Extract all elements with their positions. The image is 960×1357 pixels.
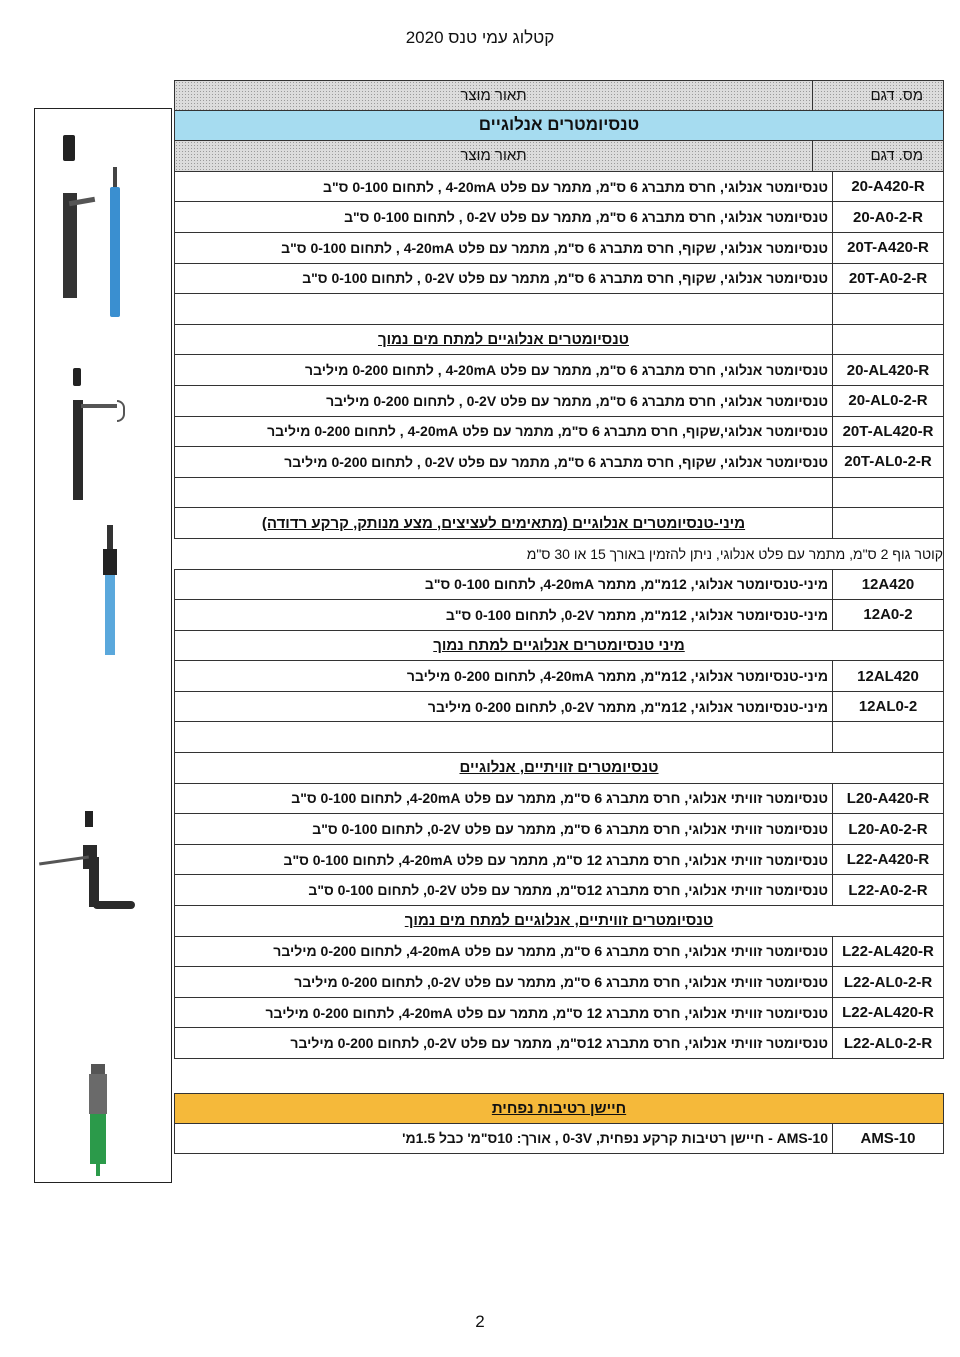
section-title: טנסיומטרים אנלוגיים	[478, 115, 640, 135]
model-code: AMS-10	[832, 1124, 943, 1154]
product-description: AMS-10 - חיישן רטיבות קרקע נפחית, 0-3V , אורך: 10ס"מ' כבל 1.5מ'	[402, 1130, 828, 1147]
table-row	[174, 172, 944, 203]
product-description: טנסיומטר זוויתי אנלוגי, חרס מתברג 12ס"מ, מתמר עם פלט 0-2V, לתחום 0-100 ס"ב	[308, 882, 828, 899]
model-code: 20-A0-2-R	[832, 202, 943, 232]
table-row	[174, 875, 944, 906]
description-header: תאור מוצר	[460, 147, 527, 165]
model-code: L22-A420-R	[832, 845, 943, 875]
empty-cell	[832, 722, 943, 752]
product-description: טנסיומטר אנלוגי, שקוף, חרס מתברג 6 ס"מ, מתמר עם פלט 4-20mA , לתחום 0-100 ס"ב	[281, 239, 828, 256]
empty-cell	[832, 325, 943, 355]
section-analog-low	[174, 325, 944, 356]
model-code: 12A420	[832, 570, 943, 600]
section-title: מיני-טנסיומטרים אנלוגיים (מתאימים לעציצים, מצע מנותק, קרקע רדודה)	[261, 514, 746, 532]
product-description: טנסיומטר זוויתי אנלוגי, חרס מתברג 6 ס"מ, מתמר עם פלט 0-2V, לתחום 0-100 ס"ב	[312, 821, 828, 838]
model-code: 20T-AL0-2-R	[832, 447, 943, 477]
product-description: מיני-טנסיומטר אנלוגי, 12מ"מ, מתמר 0-2V, לתחום 0-100 ס"ב	[445, 606, 828, 623]
product-description: טנסיומטר אנלוגי, שקוף, חרס מתברג 6 ס"מ, מתמר עם פלט 0-2V , לתחום 0-200 מיליבר	[284, 453, 828, 470]
table-row	[174, 264, 944, 295]
product-photo-column	[34, 108, 172, 1183]
section-title: מיני טנסיומטרים אנלוגיים למתח נמוך	[433, 636, 685, 654]
moisture-sensor-photo	[85, 1064, 115, 1179]
empty-row	[174, 478, 944, 509]
section-angled-low	[174, 906, 944, 937]
product-description: טנסיומטר אנלוגי, חרס מתברג 6 ס"מ, מתמר עם פלט 0-2V , לתחום 0-100 ס"ב	[344, 209, 828, 226]
table-row	[174, 355, 944, 386]
model-number-header: מס. דגם	[812, 81, 943, 110]
model-code: 12AL0-2	[832, 692, 943, 722]
rows-mini-low	[174, 661, 944, 722]
empty-cell	[175, 478, 832, 508]
table-row	[174, 845, 944, 876]
model-code: 20-AL0-2-R	[832, 386, 943, 416]
product-description: טנסיומטר זוויתי אנלוגי, חרס מתברג 6 ס"מ, מתמר עם פלט 0-2V, לתחום 0-200 מיליבר	[294, 974, 828, 991]
table-row	[174, 937, 944, 968]
empty-row	[174, 722, 944, 753]
rows-mini	[174, 570, 944, 631]
table-row	[174, 600, 944, 631]
section-angled	[174, 753, 944, 784]
mini-note: קוטר גוף 2 ס"מ, מתמר עם פלט אנלוגי, ניתן להזמין באורך 15 או 30 ס"מ	[526, 545, 943, 562]
spacer	[174, 1059, 944, 1093]
table-row	[174, 570, 944, 601]
rows-analog	[174, 172, 944, 294]
table-row	[174, 386, 944, 417]
table-header	[174, 80, 944, 111]
model-code: L20-A420-R	[832, 784, 943, 814]
model-code: 20T-A0-2-R	[832, 264, 943, 294]
section-mini-low	[174, 631, 944, 662]
table-row	[174, 692, 944, 723]
empty-cell	[832, 478, 943, 508]
catalog-table	[174, 80, 944, 1154]
section-title: חיישן רטיבות נפחית	[491, 1099, 627, 1117]
page-title: קטלוג עמי טנס 2020	[405, 28, 555, 47]
empty-row	[174, 294, 944, 325]
product-description: טנסיומטר אנלוגי,שקוף, חרס מתברג 6 ס"מ, מתמר עם פלט 4-20mA , לתחום 0-200 מיליבר	[267, 423, 828, 440]
model-code: 12AL420	[832, 661, 943, 691]
page-number: 2	[475, 1312, 485, 1331]
product-description: מיני-טנסיומטר אנלוגי, 12מ"מ, מתמר 0-2V, לתחום 0-200 מיליבר	[427, 698, 828, 715]
angled-tensiometer-photo	[39, 809, 159, 919]
table-row	[174, 417, 944, 448]
table-row	[174, 202, 944, 233]
model-number-header: מס. דגם	[812, 141, 943, 171]
model-code: 12A0-2	[832, 600, 943, 630]
mini-note-row	[174, 539, 944, 570]
model-code: L22-A0-2-R	[832, 875, 943, 905]
table-row	[174, 233, 944, 264]
product-description: טנסיומטר אנלוגי, חרס מתברג 6 ס"מ, מתמר עם פלט 4-20mA , לתחום 0-100 ס"ב	[323, 178, 828, 195]
model-code: 20T-AL420-R	[832, 417, 943, 447]
empty-cell	[175, 294, 832, 324]
section-title: טנסיומטרים זוויתיים, אנלוגיים	[459, 759, 659, 777]
product-description: טנסיומטר אנלוגי, חרס מתברג 6 ס"מ, מתמר עם פלט 0-2V , לתחום 0-200 מיליבר	[326, 392, 828, 409]
model-code: 20-A420-R	[832, 172, 943, 202]
section-title: טנסיומטרים אנלוגיים למתח מים נמוך	[378, 331, 629, 349]
product-description: טנסיומטר אנלוגי, חרס מתברג 6 ס"מ, מתמר עם פלט 4-20mA , לתחום 0-200 מיליבר	[305, 362, 828, 379]
table-row	[174, 1028, 944, 1059]
table-subheader	[174, 141, 944, 172]
empty-cell	[175, 722, 832, 752]
table-row	[174, 998, 944, 1029]
tensiometer-low-photo	[63, 364, 143, 504]
model-code: L22-AL0-2-R	[832, 1028, 943, 1058]
product-description: טנסיומטר אנלוגי, שקוף, חרס מתברג 6 ס"מ, מתמר עם פלט 0-2V , לתחום 0-100 ס"ב	[302, 270, 828, 287]
table-row	[174, 784, 944, 815]
rows-moisture	[174, 1124, 944, 1155]
empty-cell	[832, 508, 943, 538]
product-description: מיני-טנסיומטר אנלוגי, 12מ"מ, מתמר 4-20mA, לתחום 0-200 מיליבר	[406, 668, 828, 685]
product-description: טנסיומטר זוויתי אנלוגי, חרס מתברג 6 ס"מ, מתמר עם פלט 4-20mA, לתחום 0-100 ס"ב	[291, 790, 828, 807]
rows-analog-low	[174, 355, 944, 477]
mini-tensiometer-photo	[97, 519, 127, 659]
section-moisture	[174, 1093, 944, 1124]
section-mini	[174, 508, 944, 539]
model-code: L22-AL0-2-R	[832, 967, 943, 997]
product-description: מיני-טנסיומטר אנלוגי, 12מ"מ, מתמר 4-20mA, לתחום 0-100 ס"ב	[424, 576, 828, 593]
model-code: 20T-A420-R	[832, 233, 943, 263]
model-code: L20-A0-2-R	[832, 814, 943, 844]
table-row	[174, 967, 944, 998]
product-description: טנסיומטר זוויתי אנלוגי, חרס מתברג 6 ס"מ, מתמר עם פלט 4-20mA, לתחום 0-200 מיליבר	[273, 943, 828, 960]
rows-angled-low	[174, 937, 944, 1059]
table-row	[174, 814, 944, 845]
tensiometer-photo	[55, 127, 135, 317]
product-description: טנסיומטר זוויתי אנלוגי, חרס מתברג 12ס"מ, מתמר עם פלט 0-2V, לתחום 0-200 מיליבר	[290, 1035, 828, 1052]
model-code: L22-AL420-R	[832, 998, 943, 1028]
table-row	[174, 1124, 944, 1155]
section-title: טנסיומטרים זוויתיים, אנלוגיים למתח מים נמוך	[404, 912, 714, 930]
rows-angled	[174, 784, 944, 906]
table-row	[174, 447, 944, 478]
table-row	[174, 661, 944, 692]
model-code: L22-AL420-R	[832, 937, 943, 967]
model-code: 20-AL420-R	[832, 355, 943, 385]
product-description: טנסיומטר זוויתי אנלוגי, חרס מתברג 12 ס"מ, מתמר עם פלט 4-20mA, לתחום 0-100 ס"ב	[283, 851, 828, 868]
empty-cell	[832, 294, 943, 324]
section-analog	[174, 111, 944, 142]
product-description: טנסיומטר זוויתי אנלוגי, חרס מתברג 12 ס"מ, מתמר עם פלט 4-20mA, לתחום 0-200 מיליבר	[265, 1004, 828, 1021]
description-header: תאור מוצר	[460, 86, 527, 104]
